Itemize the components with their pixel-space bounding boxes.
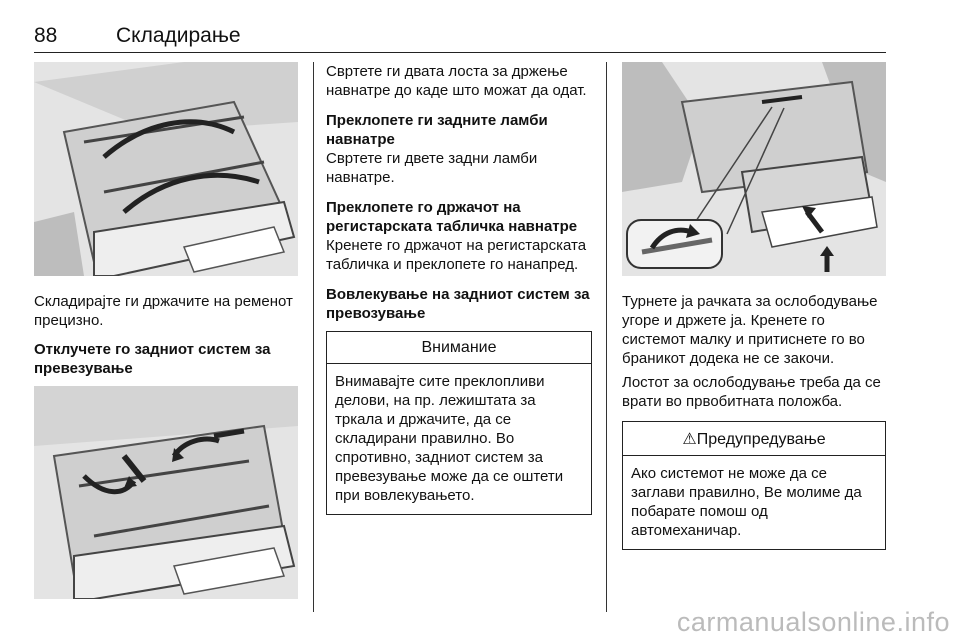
paragraph: Свртете ги двата лоста за држење навнатре до каде што можат да одат. — [326, 63, 587, 99]
paragraph: Кренете го држачот на регистарската табличка и преклопете го нанапред. — [326, 237, 587, 273]
warning-triangle-icon: ⚠ — [682, 431, 697, 448]
warning-title: Предупредување — [696, 431, 826, 448]
paragraph: Свртете ги двете задни ламби навнатре. — [326, 150, 538, 186]
paragraph: Лостот за ослободување треба да се врати во првобитната положба. — [622, 374, 881, 410]
section-heading: Вовлекување на задниот систем за превозување — [326, 286, 590, 322]
section-heading: Преклопете го држачот на регистарската табличка навнатре — [326, 199, 578, 235]
section-heading: Преклопете ги задните ламби навнатре — [326, 112, 548, 148]
warning-body: Ако системот не може да се заглави правилно, Ве молиме да побарате помош од автомеханичар. — [631, 465, 862, 539]
column-divider — [313, 62, 314, 612]
notice-title: Внимание — [327, 332, 591, 364]
warning-box — [622, 421, 886, 550]
figure-retract-carrier — [622, 62, 886, 276]
chapter-title: Складирање — [116, 24, 241, 47]
figure-unlock-rear-carrier — [34, 386, 298, 599]
figure-bike-carrier-strap — [34, 62, 298, 276]
paragraph: Турнете ја рачката за ослободување угоре и држете ја. Кренете го системот малку и притиснете го во браникот додека не се закочи. — [622, 293, 878, 367]
notice-box — [326, 331, 592, 515]
column-divider — [606, 62, 607, 612]
page-header — [34, 22, 886, 53]
page-number: 88 — [34, 24, 58, 47]
footer-watermark: carmanualsonline.info — [676, 607, 950, 637]
column-2 — [326, 62, 592, 515]
warning-title-row — [623, 422, 885, 456]
notice-body: Внимавајте сите преклопливи делови, на пр. лежиштата за тркала и држачите, да се складирани правилно. Во спротивно, задниот систем за превезување може да се оштети при вовлекувањето. — [335, 373, 564, 504]
column-3 — [622, 62, 886, 550]
section-heading: Отклучете го задниот систем за превезување — [34, 341, 271, 377]
paragraph: Складирајте ги држачите на ременот прецизно. — [34, 293, 293, 329]
column-1 — [34, 62, 298, 599]
